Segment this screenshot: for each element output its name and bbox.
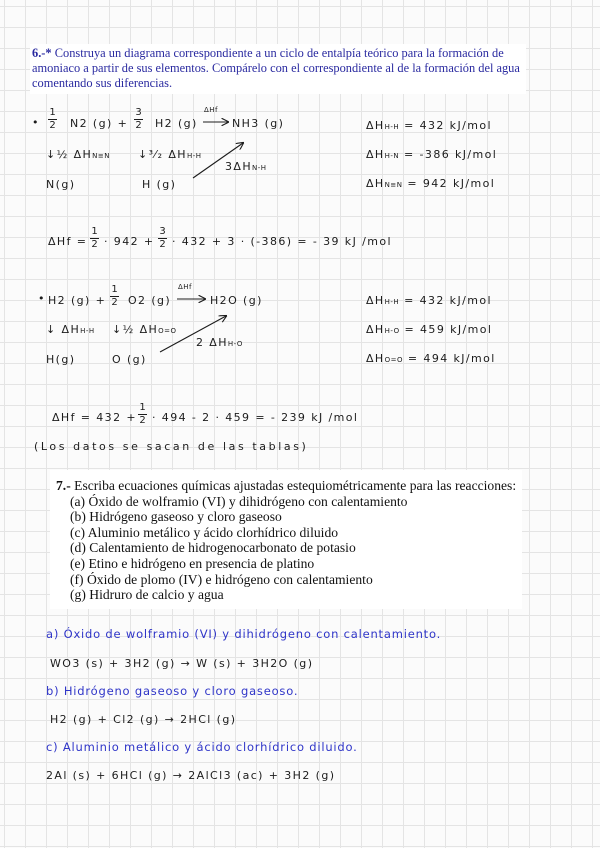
data-source-note: (Los datos se sacan de las tablas) <box>34 440 309 453</box>
fraction-one-half: 1 2 <box>91 226 98 250</box>
fraction-one-half: 1 2 <box>49 107 56 131</box>
nh3-data-hh: ΔHH-H = 432 kJ/mol <box>366 119 492 132</box>
h2o-data-ho: ΔHH-O = 459 kJ/mol <box>366 323 493 336</box>
list-item: (e) Etino e hidrógeno en presencia de platino <box>70 555 315 571</box>
h2o-reactant-h2: H2 (g) + <box>48 294 107 307</box>
nh3-data-nn: ΔHN≡N = 942 kJ/mol <box>366 177 496 190</box>
h2o-product: H2O (g) <box>210 294 263 307</box>
h2o-arrow-label: ΔHf <box>178 283 193 291</box>
answer-b-equation: H2 (g) + Cl2 (g) → 2HCl (g) <box>50 713 237 726</box>
h2o-data-oo: ΔHO=O = 494 kJ/mol <box>366 352 496 365</box>
fraction-three-halves: 3 2 <box>135 107 142 131</box>
h2o-data-hh: ΔHH-H = 432 kJ/mol <box>366 294 492 307</box>
nh3-step-n2: ↓½ ΔHN≡N <box>46 148 111 161</box>
answer-b-heading: b) Hidrógeno gaseoso y cloro gaseoso. <box>46 684 299 698</box>
list-item: (a) Óxido de wolframio (VI) y dihidrógeno con calentamiento <box>70 493 408 509</box>
fraction-three-halves: 3 2 <box>159 226 166 250</box>
nh3-arrow-label: ΔHf <box>204 106 219 114</box>
nh3-product: NH3 (g) <box>232 117 285 130</box>
nh3-atom-n: N(g) <box>46 178 76 191</box>
bullet: • <box>32 116 40 129</box>
nh3-atom-h: H (g) <box>142 178 177 191</box>
nh3-atomization-arrow <box>193 143 243 178</box>
h2o-calc-end: · 494 - 2 · 459 = - 239 kJ /mol <box>152 411 359 424</box>
list-item: (f) Óxido de plomo (IV) e hidrógeno con calentamiento <box>70 571 373 587</box>
h2o-reactant-o2: O2 (g) <box>128 294 172 307</box>
nh3-reactant-n2: N2 (g) + <box>70 117 129 130</box>
answer-c-heading: c) Aluminio metálico y ácido clorhídrico diluido. <box>46 740 358 754</box>
question-7-number: 7.- <box>56 478 71 493</box>
answer-a-heading: a) Óxido de wolframio (VI) y dihidrógeno con calentamiento. <box>46 627 442 641</box>
h2o-step-o2: ↓½ ΔHO=O <box>112 323 177 336</box>
question-7 <box>50 470 522 609</box>
list-item: (d) Calentamiento de hidrogenocarbonato de potasio <box>70 540 356 556</box>
h2o-atomization-arrow <box>160 316 226 352</box>
h2o-diag-label: 2 ΔHH-O <box>196 336 243 349</box>
fraction-one-half: 1 2 <box>139 402 146 426</box>
bullet: • <box>38 292 46 305</box>
answer-c-equation: 2Al (s) + 6HCl (g) → 2AlCl3 (ac) + 3H2 (g) <box>46 769 336 782</box>
nh3-calc-start: ΔHf = <box>48 235 88 248</box>
list-item: (c) Aluminio metálico y ácido clorhídrico diluido <box>70 524 339 540</box>
h2o-step-h2: ↓ ΔHH-H <box>46 323 95 336</box>
nh3-calc-end: · 432 + 3 · (-386) = - 39 kJ /mol <box>172 235 392 248</box>
h2o-atom-h: H(g) <box>46 353 76 366</box>
list-item: (g) Hidruro de calcio y agua <box>70 587 224 603</box>
question-6-text: Construya un diagrama correspondiente a un ciclo de entalpía teórico para la formación de amoniaco a partir de sus elementos. Compárelo con el correspondiente al de la formación del agua comentando sus diferencias. <box>32 46 520 90</box>
nh3-data-hn: ΔHH-N = -386 kJ/mol <box>366 148 498 161</box>
h2o-calc-start: ΔHf = 432 + <box>52 411 137 424</box>
h2o-atom-o: O (g) <box>112 353 147 366</box>
nh3-step-h2: ↓³⁄₂ ΔHH-H <box>138 148 202 161</box>
question-6-number: 6.-* <box>32 46 52 60</box>
nh3-diag-label: 3ΔHN-H <box>225 160 267 173</box>
fraction-one-half: 1 2 <box>111 284 118 308</box>
list-item: (b) Hidrógeno gaseoso y cloro gaseoso <box>70 509 282 525</box>
nh3-reactant-h2: H2 (g) <box>155 117 198 130</box>
answer-a-equation: WO3 (s) + 3H2 (g) → W (s) + 3H2O (g) <box>50 657 314 670</box>
question-7-intro: 7.- Escriba ecuaciones químicas ajustadas estequiométricamente para las reacciones: <box>56 478 517 493</box>
nh3-calc-mid: · 942 + <box>104 235 155 248</box>
